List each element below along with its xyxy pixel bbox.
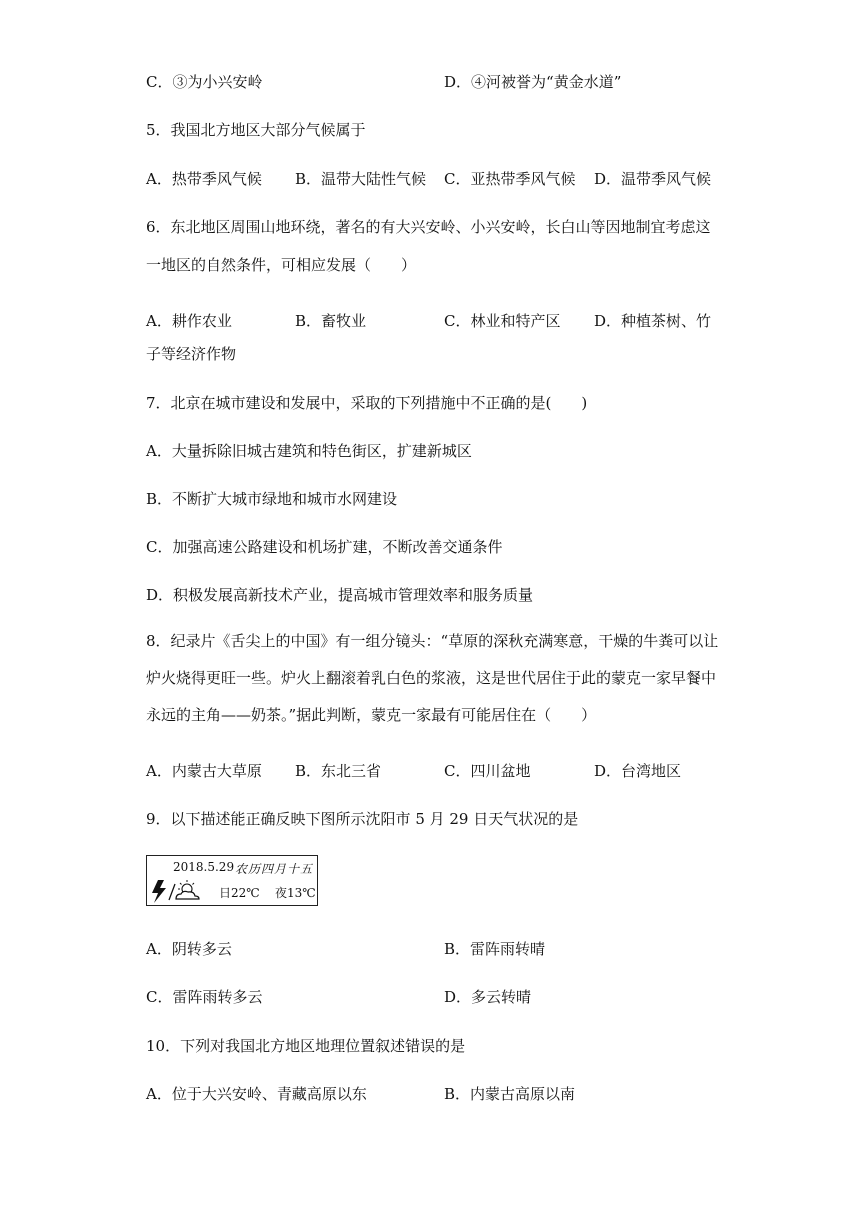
q8-stem-line1: 8．纪录片《舌尖上的中国》有一组分镜头：“草原的深秋充满寒意，干燥的牛粪可以让 xyxy=(146,632,719,650)
q7-stem: 7．北京在城市建设和发展中，采取的下列措施中不正确的是( ) xyxy=(146,394,588,412)
q6-option-b: B．畜牧业 xyxy=(295,312,367,330)
weather-forecast-box xyxy=(146,855,318,906)
q9-option-b: B．雷阵雨转晴 xyxy=(444,940,546,958)
q8-option-c: C．四川盆地 xyxy=(444,762,531,780)
q5-option-d: D．温带季风气候 xyxy=(594,170,712,188)
q10-option-a: A．位于大兴安岭、青藏高原以东 xyxy=(146,1085,367,1103)
q9-option-a: A．阴转多云 xyxy=(146,940,232,958)
q9-option-d: D．多云转晴 xyxy=(444,988,532,1006)
q8-stem-line2: 炉火烧得更旺一些。炉火上翻滚着乳白色的浆液，这是世代居住于此的蒙克一家早餐中 xyxy=(146,669,717,687)
weather-date: 2018.5.29 xyxy=(173,860,235,874)
q10-stem: 10．下列对我国北方地区地理位置叙述错误的是 xyxy=(146,1037,466,1055)
q4-option-d: D．④河被誉为“黄金水道” xyxy=(444,73,622,91)
q8-option-a: A．内蒙古大草原 xyxy=(146,762,262,780)
q5-option-c: C．亚热带季风气候 xyxy=(444,170,576,188)
q6-option-d-wrap: 子等经济作物 xyxy=(146,345,237,363)
q6-stem-line1: 6．东北地区周围山地环绕，著名的有大兴安岭、小兴安岭，长白山等因地制宜考虑这 xyxy=(146,218,711,236)
q7-option-a: A．大量拆除旧城古建筑和特色街区，扩建新城区 xyxy=(146,442,472,460)
weather-night-temp: 夜13℃ xyxy=(275,886,316,900)
weather-day-temp: 日22℃ xyxy=(219,886,260,900)
q8-stem-line3: 永远的主角——奶茶。”据此判断，蒙克一家最有可能居住在（ ） xyxy=(146,706,597,724)
q6-option-a: A．耕作农业 xyxy=(146,312,232,330)
q9-stem: 9．以下描述能正确反映下图所示沈阳市 5 月 29 日天气状况的是 xyxy=(146,810,579,828)
q8-option-b: B．东北三省 xyxy=(295,762,382,780)
q9-option-c: C．雷阵雨转多云 xyxy=(146,988,263,1006)
weather-lunar-date: 农历四月十五 xyxy=(235,862,314,876)
q7-option-c: C．加强高速公路建设和机场扩建，不断改善交通条件 xyxy=(146,538,503,556)
q5-stem: 5．我国北方地区大部分气候属于 xyxy=(146,121,366,139)
q6-stem-line2: 一地区的自然条件，可相应发展（ ） xyxy=(146,256,417,274)
q6-option-d: D．种植茶树、竹 xyxy=(594,312,712,330)
thunderstorm-to-cloudy-icon xyxy=(149,878,209,904)
q10-option-b: B．内蒙古高原以南 xyxy=(444,1085,576,1103)
q4-option-c: C．③为小兴安岭 xyxy=(146,73,263,91)
q5-option-a: A．热带季风气候 xyxy=(146,170,262,188)
q7-option-d: D．积极发展高新技术产业，提高城市管理效率和服务质量 xyxy=(146,586,534,604)
q8-option-d: D．台湾地区 xyxy=(594,762,682,780)
q6-option-c: C．林业和特产区 xyxy=(444,312,561,330)
q7-option-b: B．不断扩大城市绿地和城市水网建设 xyxy=(146,490,398,508)
q5-option-b: B．温带大陆性气候 xyxy=(295,170,427,188)
